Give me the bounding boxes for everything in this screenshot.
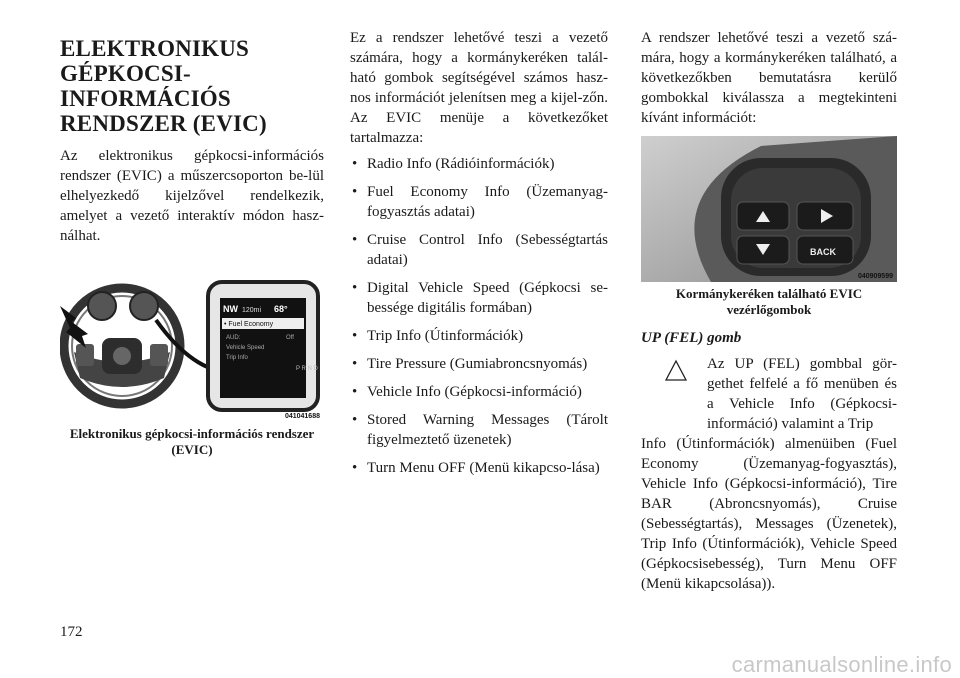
display-menu-row-0: AUD: bbox=[226, 335, 241, 341]
up-button-text-rest: Info (Útinformációk) almenüiben (Fuel Economy (Üzemanyag-fogyasztás), Vehicle Info (Gépkocsi-információ), Tire BAR (Abroncsnyomás), Cruise (Sebességtartás), Messages (Üzenetek), Trip Info (Útinformációk), Vehicle Speed (Gépkocsisebesség), Turn Menu OFF (Menü kikapcsolása)). bbox=[641, 436, 897, 592]
up-triangle-icon bbox=[663, 358, 689, 384]
display-gear: P R N D bbox=[296, 366, 318, 372]
right-column bbox=[641, 28, 897, 594]
list-item: • Digital Vehicle Speed (Gépkocsi se-bessége digitális formában) bbox=[350, 278, 608, 318]
list-item: • Tire Pressure (Gumiabroncsnyomás) bbox=[350, 354, 608, 374]
controls-intro-paragraph: A rendszer lehetővé teszi a vezető szá-mára, hogy a kormánykeréken található, a következőkben bemutatásra kerülő gombokkal kiválassza a megtekinteni kívánt információt: bbox=[641, 30, 897, 126]
figure-caption: Kormánykeréken található EVIC vezérlőgombok bbox=[675, 286, 863, 317]
display-temp: 68° bbox=[274, 304, 288, 314]
steering-buttons-illustration bbox=[641, 136, 897, 282]
figure-code: 041041688 bbox=[284, 413, 320, 420]
back-button-label: BACK bbox=[810, 247, 836, 257]
menu-intro-paragraph: Ez a rendszer lehetővé teszi a vezető számára, hogy a kormánykeréken talál-ható gombok segítségével számos hasz-nos információt jelenítsen meg a kijel-zőn. Az EVIC menüje a következőket tartalmazza: bbox=[350, 30, 608, 146]
steering-wheel-cluster-illustration bbox=[60, 276, 324, 422]
display-audio-value: Off bbox=[286, 335, 294, 341]
list-item: • Cruise Control Info (Sebességtartás adatai) bbox=[350, 230, 608, 270]
display-menu-row-2: Trip Info bbox=[226, 355, 248, 361]
evic-figure bbox=[60, 276, 324, 422]
list-item: • Turn Menu OFF (Menü kikapcso-lása) bbox=[350, 458, 608, 478]
figure-caption: Elektronikus gépkocsi-információs rendszer (EVIC) bbox=[69, 426, 315, 457]
middle-column bbox=[350, 28, 608, 486]
up-button-description bbox=[641, 354, 897, 434]
list-item: • Fuel Economy Info (Üzemanyag-fogyasztás adatai) bbox=[350, 182, 608, 222]
display-menu-selected: • Fuel Economy bbox=[224, 321, 274, 328]
figure-code: 040909599 bbox=[857, 273, 893, 280]
watermark: carmanualsonline.info bbox=[731, 652, 952, 677]
section-heading: ELEKTRONIKUS GÉPKOCSI- INFORMÁCIÓS RENDSZER (EVIC) bbox=[60, 36, 267, 136]
up-button-text-indented: Az UP (FEL) gombbal gör-gethet felfelé a fő menüben és a Vehicle Info (Gépkocsi-információ) valamint a Trip bbox=[707, 356, 897, 432]
evic-intro-paragraph: Az elektronikus gépkocsi-információs rendszer (EVIC) a műszercsoporton be-lül elhelyezkedő kijelzővel rendelkezik, amelyet a vezető interaktív módon hasz-nálhat. bbox=[60, 148, 324, 244]
list-item: • Trip Info (Útinformációk) bbox=[350, 326, 608, 346]
steering-controls-figure bbox=[641, 136, 897, 282]
page-number: 172 bbox=[60, 624, 83, 640]
up-button-heading: UP (FEL) gomb bbox=[641, 330, 742, 346]
left-column bbox=[60, 28, 324, 458]
list-item: • Radio Info (Rádióinformációk) bbox=[350, 154, 608, 174]
display-menu-row-1: Vehicle Speed bbox=[226, 345, 265, 351]
list-item: • Vehicle Info (Gépkocsi-információ) bbox=[350, 382, 608, 402]
display-range: 120mi bbox=[242, 307, 262, 314]
evic-menu-list bbox=[350, 154, 608, 478]
list-item: • Stored Warning Messages (Tárolt figyelmeztető üzenetek) bbox=[350, 410, 608, 450]
display-compass: NW bbox=[223, 304, 238, 314]
